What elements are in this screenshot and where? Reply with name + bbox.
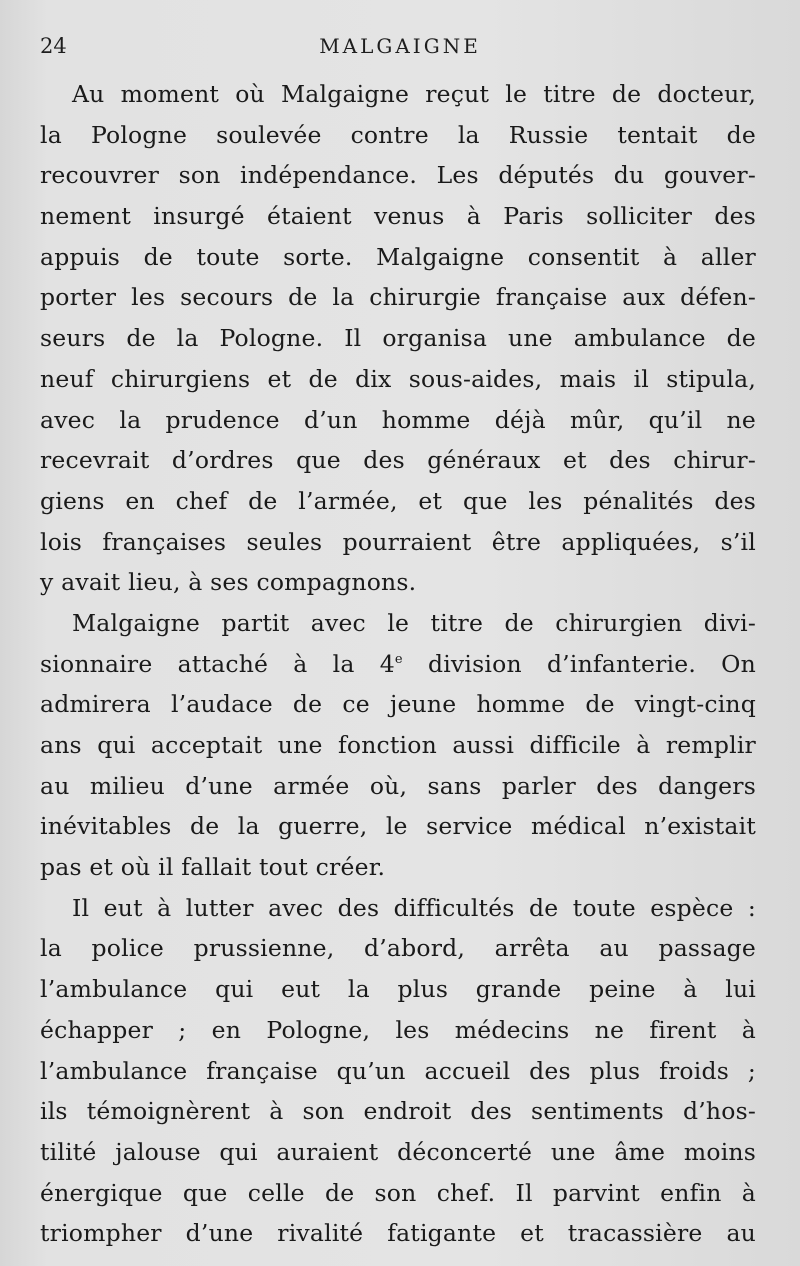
text-line: Malgaigne partit avec le titre de chirurgien divi- bbox=[72, 608, 756, 637]
superscript-e: e bbox=[394, 651, 403, 667]
text-line: avec la prudence d’un homme déjà mûr, qu’il ne bbox=[40, 405, 756, 434]
text-line: la police prussienne, d’abord, arrêta au passage bbox=[40, 934, 756, 963]
running-head: MALGAIGNE bbox=[319, 34, 481, 58]
paragraph-3 bbox=[40, 888, 756, 1254]
text-line: admirera l’audace de ce jeune homme de vingt-cinq bbox=[40, 690, 756, 719]
text-line: appuis de toute sorte. Malgaigne consentit à aller bbox=[40, 242, 756, 271]
page-header bbox=[40, 30, 760, 66]
text-line: pas et où il fallait tout créer. bbox=[40, 853, 386, 882]
text-line: la Pologne soulevée contre la Russie tentait de bbox=[40, 120, 756, 149]
text-line: lois françaises seules pourraient être appliquées, s’il bbox=[40, 527, 756, 556]
text-line: triompher d’une rivalité fatigante et tracassière au bbox=[40, 1219, 756, 1248]
text-line: Au moment où Malgaigne reçut le titre de docteur, bbox=[72, 80, 756, 108]
body-text bbox=[40, 74, 756, 1254]
paragraph-1 bbox=[40, 74, 756, 603]
text-fragment: sionnaire attaché à la 4 bbox=[40, 649, 395, 678]
text-line: ils témoignèrent à son endroit des sentiments d’hos- bbox=[40, 1097, 756, 1126]
text-line: énergique que celle de son chef. Il parvint enfin à bbox=[40, 1178, 756, 1207]
paragraph-2 bbox=[40, 603, 756, 888]
text-line: l’ambulance qui eut la plus grande peine à lui bbox=[40, 975, 756, 1004]
text-line: ans qui acceptait une fonction aussi difficile à remplir bbox=[40, 731, 756, 759]
text-line: échapper ; en Pologne, les médecins ne firent à bbox=[40, 1015, 756, 1044]
text-line: recevrait d’ordres que des généraux et des chirur- bbox=[40, 446, 756, 475]
text-line: seurs de la Pologne. Il organisa une ambulance de bbox=[40, 324, 756, 353]
text-line: recouvrer son indépendance. Les députés du gouver- bbox=[40, 161, 756, 190]
text-line-with-superscript bbox=[40, 644, 756, 685]
page-number: 24 bbox=[40, 34, 67, 58]
text-line: neuf chirurgiens et de dix sous-aides, mais il stipula, bbox=[40, 364, 756, 393]
text-line: Il eut à lutter avec des difficultés de toute espèce : bbox=[72, 893, 756, 922]
text-line: y avait lieu, à ses compagnons. bbox=[40, 568, 417, 597]
text-line: inévitables de la guerre, le service médical n’existait bbox=[40, 812, 756, 841]
text-line: tilité jalouse qui auraient déconcerté une âme moins bbox=[40, 1137, 756, 1166]
text-line: porter les secours de la chirurgie française aux défen- bbox=[40, 283, 756, 312]
text-line: nement insurgé étaient venus à Paris solliciter des bbox=[40, 202, 756, 231]
text-line: l’ambulance française qu’un accueil des plus froids ; bbox=[40, 1056, 756, 1085]
text-fragment: division d’infanterie. On bbox=[402, 649, 756, 678]
text-line: giens en chef de l’armée, et que les pénalités des bbox=[40, 486, 756, 515]
text-line: au milieu d’une armée où, sans parler des dangers bbox=[40, 771, 756, 800]
